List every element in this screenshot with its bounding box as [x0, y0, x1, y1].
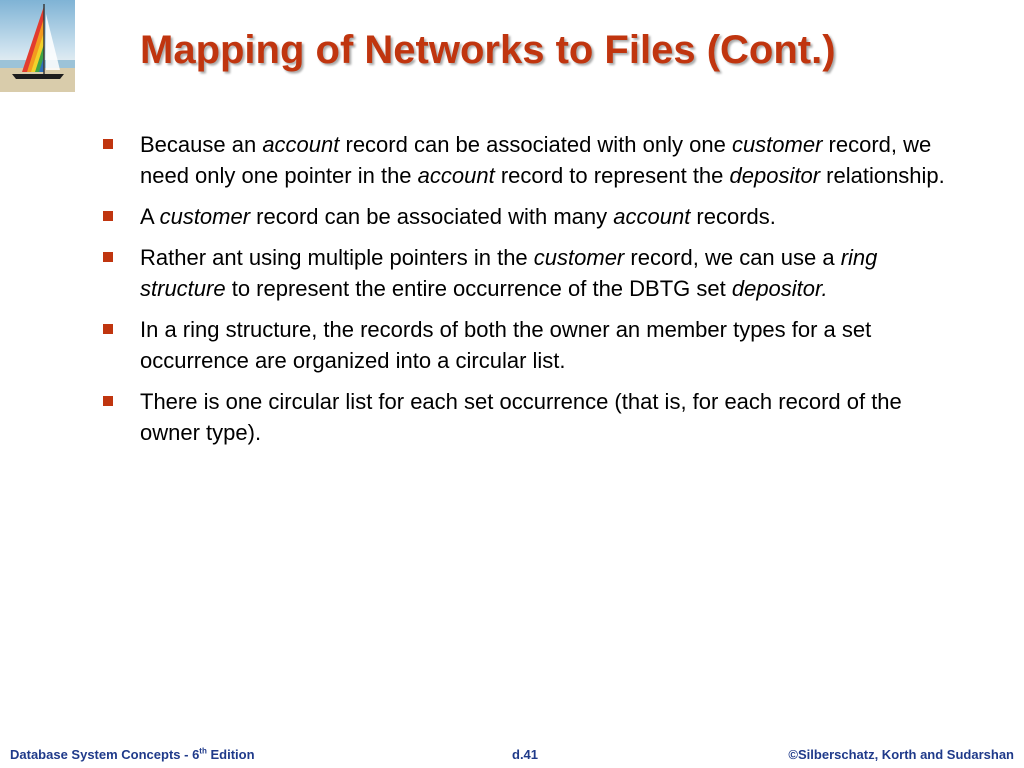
- bullet-item: [100, 314, 950, 376]
- bullet-text: [140, 204, 776, 229]
- bullet-item: [100, 129, 950, 191]
- italic-term: customer: [731, 132, 823, 157]
- sailboat-icon: [0, 0, 75, 92]
- italic-term: depositor.: [731, 276, 828, 301]
- italic-term: account: [262, 132, 340, 157]
- bullet-text: [140, 389, 902, 445]
- italic-term: customer: [159, 204, 251, 229]
- footer-book-title: [10, 747, 255, 762]
- text-segment: record, we can use a: [624, 245, 841, 270]
- bullet-item: [100, 386, 950, 448]
- text-segment: record can be associated with many: [250, 204, 614, 229]
- bullet-text: [140, 245, 877, 301]
- text-segment: In a ring structure, the records of both the owner an member types for a set occurrence are organized into a circular list.: [140, 317, 872, 373]
- text-segment: There is one circular list for each set occurrence (that is, for each record of the owner type).: [140, 389, 902, 445]
- text-segment: Rather ant using multiple pointers in the: [140, 245, 534, 270]
- bullet-text: [140, 317, 871, 373]
- text-segment: Because an: [140, 132, 263, 157]
- square-bullet-icon: [103, 396, 113, 406]
- bullet-item: [100, 242, 950, 304]
- square-bullet-icon: [103, 324, 113, 334]
- footer-edition-label: Edition: [206, 747, 255, 762]
- footer-book-name: Database System Concepts - 6: [10, 747, 200, 762]
- text-segment: record to represent the: [494, 163, 730, 188]
- text-segment: relationship.: [820, 163, 945, 188]
- bullet-item: [100, 201, 950, 232]
- slide-title: Mapping of Networks to Files (Cont.): [140, 28, 836, 72]
- italic-term: account: [417, 163, 495, 188]
- text-segment: records.: [690, 204, 776, 229]
- italic-term: customer: [533, 245, 625, 270]
- sailboat-logo: [0, 0, 75, 92]
- text-segment: record can be associated with only one: [339, 132, 732, 157]
- square-bullet-icon: [103, 139, 113, 149]
- slide-footer: [0, 740, 1024, 768]
- italic-term: ring structure: [140, 245, 878, 301]
- footer-slide-number: d.41: [512, 747, 539, 762]
- text-segment: to represent the entire occurrence of the DBTG set: [225, 276, 732, 301]
- italic-term: account: [613, 204, 691, 229]
- italic-term: depositor: [729, 163, 821, 188]
- square-bullet-icon: [103, 252, 113, 262]
- bullet-list: [100, 129, 950, 458]
- footer-copyright: ©Silberschatz, Korth and Sudarshan: [788, 747, 1014, 762]
- footer-edition-superscript: th: [199, 746, 207, 756]
- text-segment: record, we need only one pointer in the: [140, 132, 932, 188]
- text-segment: A: [140, 204, 160, 229]
- square-bullet-icon: [103, 211, 113, 221]
- bullet-text: [140, 132, 945, 188]
